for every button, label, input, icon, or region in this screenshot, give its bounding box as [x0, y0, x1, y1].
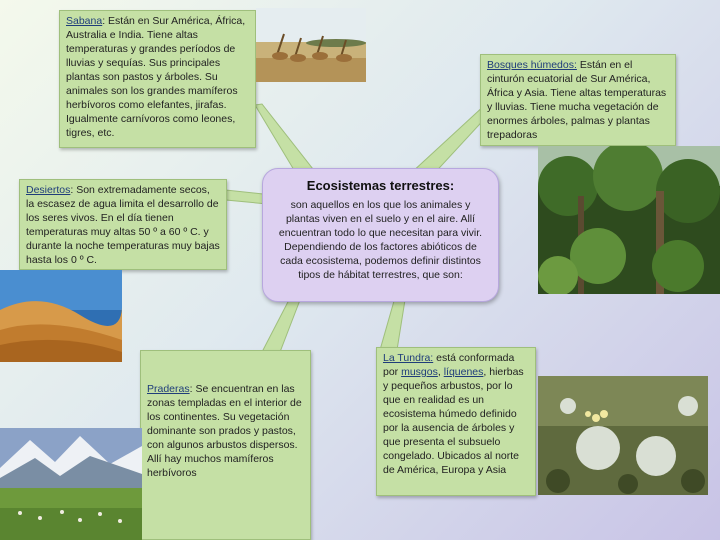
bosques-text: Están en el cinturón ecuatorial de Sur América, África y Asia. Tiene altas temperaturas y lluvias. Tiene mucha vegetación de enormes árboles, palmas y plantas trepadoras	[487, 59, 667, 141]
bosques-title: Bosques húmedos:	[487, 59, 577, 71]
tundra-callout	[376, 347, 536, 496]
sabana-text: : Están en Sur América, África, Australia e India. Tiene altas temperaturas y grandes períodos de lluvias y sequías. Sus principales plantas son pastos y árboles. Su animales son los grandes mamíferos herbívoros como elefantes, jirafas. Igualmente carnívoros como leones, tigres, etc.	[66, 15, 246, 139]
liquenes-link[interactable]: líquenes	[443, 365, 484, 378]
bosques-connector	[410, 104, 490, 178]
praderas-text: : Se encuentran en las zonas templadas en el interior de los continentes. Su vegetación dominante son prados y pastos, con algunos arbustos dispersos. Allí hay muchos mamíferos herbívoros	[147, 383, 302, 479]
center-text-2: Dependiendo de los factores abióticos de cada ecosistema, podemos definir distintos tipos de hábitat terrestres, que son:	[280, 241, 481, 282]
tundra-connector	[380, 300, 405, 350]
sabana-callout	[59, 10, 256, 148]
tundra-title: La Tundra:	[383, 352, 434, 364]
tundra-photo	[538, 376, 708, 495]
desert-photo	[0, 270, 122, 362]
tundra-text-a: está conformada por	[383, 352, 515, 378]
sabana-title: Sabana	[66, 15, 103, 27]
praderas-connector	[262, 298, 300, 352]
rainforest-photo	[538, 146, 720, 294]
grassland-photo	[0, 428, 142, 540]
musgos-link[interactable]: musgos	[401, 365, 438, 378]
tundra-text-b: , hierbas y pequeños arbustos, por lo que en realidad es un ecosistema húmedo definido por la ausencia de árboles y que presenta el subsuelo congelado. Ubicados al norte de América, Europa y Asia	[383, 365, 524, 476]
bosques-callout	[480, 54, 676, 146]
desiertos-title: Desiertos	[26, 184, 71, 196]
center-heading: Ecosistemas terrestres:	[306, 178, 455, 193]
praderas-callout	[140, 350, 311, 540]
savanna-photo	[256, 8, 366, 82]
center-text-1: son aquellos en los que los animales y plantas viven en el suelo y en el aire. Allí encuentran todo lo que necesitan para vivir.	[278, 199, 483, 240]
ecosistemas-center-box	[262, 168, 499, 302]
desiertos-text: : Son extremadamente secos, la escasez de agua limita el desarrollo de los seres vivos. En el día tienen temperaturas muy altas 50 º a 60 º C. y durante la noche temperaturas muy bajas hasta los 0 º C.	[26, 184, 220, 266]
desiertos-callout	[19, 179, 227, 270]
tundra-sep: ,	[437, 365, 444, 378]
praderas-title: Praderas	[147, 383, 190, 395]
